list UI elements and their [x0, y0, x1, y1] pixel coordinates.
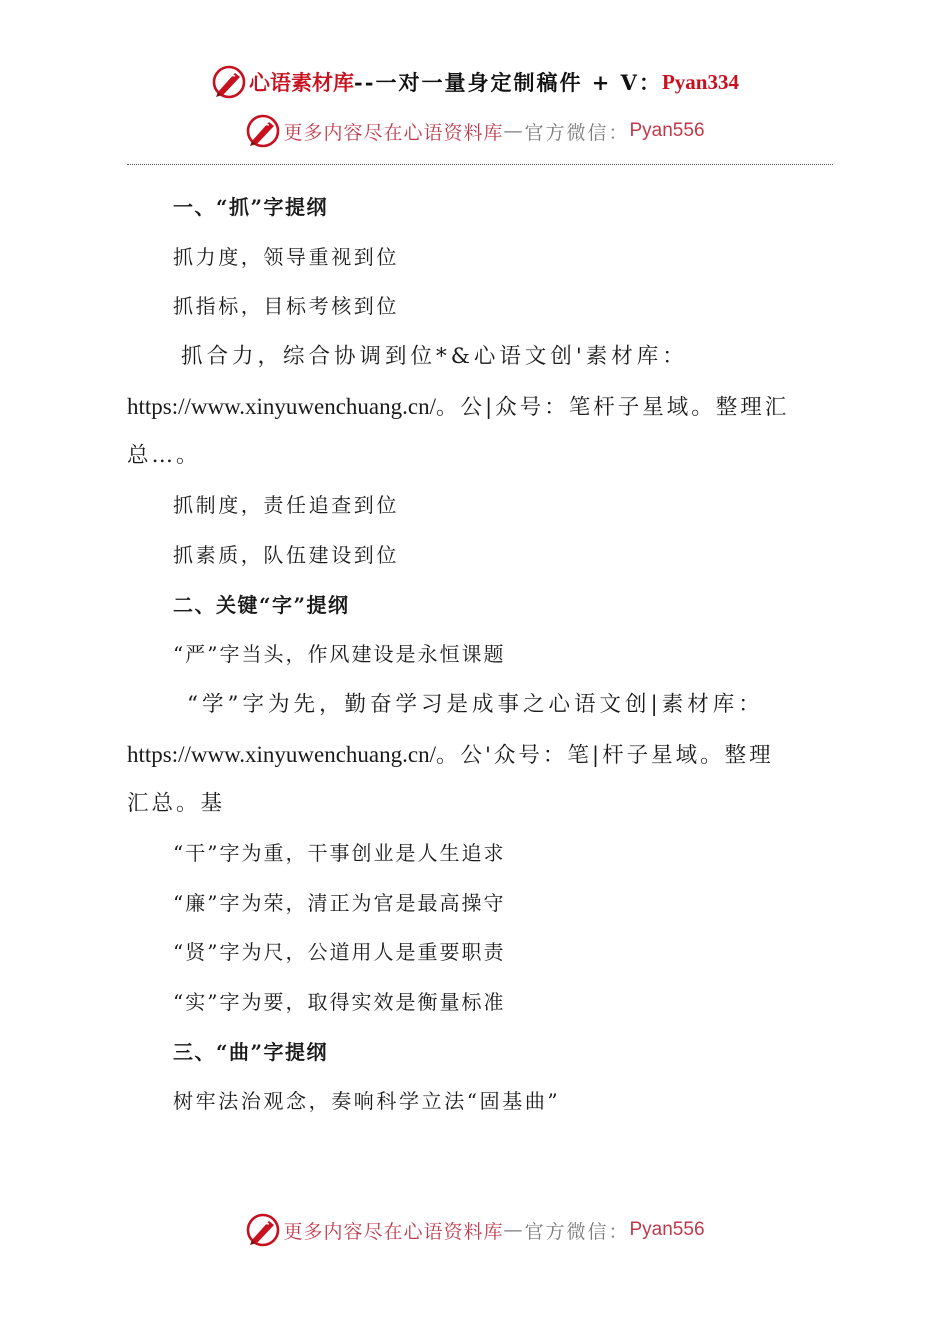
brand-name: 心语素材库: [249, 70, 355, 95]
subheader-dash: —: [503, 120, 525, 142]
section-3-title: 三、“曲”字提纲: [173, 1039, 329, 1064]
paragraph-continued: [127, 730, 833, 780]
paragraph: “贤”字为尺，公道用人是重要职责: [173, 940, 506, 965]
paragraph: “严”字当头，作风建设是永恒课题: [173, 642, 506, 667]
website-link: https://www.xinyuwenchuang.cn/: [127, 741, 436, 767]
paragraph: 抓力度，领导重视到位: [173, 244, 399, 269]
brand-separator: --: [354, 69, 376, 95]
pen-logo-icon: [211, 64, 247, 100]
footer-text: 更多内容尽在心语资料库: [283, 1220, 504, 1243]
website-link: https://www.xinyuwenchuang.cn/: [127, 393, 436, 419]
document-body: [127, 183, 833, 1127]
footer-dash: —: [503, 1219, 525, 1241]
paragraph-text: 。公|众号：笔杆子星域。整理汇: [435, 394, 790, 420]
section-2-title: 二、关键“字”提纲: [173, 592, 350, 617]
header-divider: [127, 164, 833, 165]
paragraph: 抓素质，队伍建设到位: [173, 542, 399, 567]
subheader-contact: Pyan556: [629, 120, 705, 141]
pen-logo-icon: [245, 113, 281, 149]
paragraph: “实”字为要，取得实效是衡量标准: [173, 990, 506, 1014]
paragraph: 抓指标，目标考核到位: [173, 294, 399, 319]
paragraph: 抓合力，综合协调到位*&心语文创'素材库：: [181, 344, 688, 370]
paragraph: “学”字为先，勤奋学习是成事之心语文创|素材库：: [187, 691, 764, 717]
paragraph: “廉”字为荣，清正为官是最高操守: [173, 890, 506, 915]
subheader-wechat-label: 官方微信：: [524, 121, 630, 144]
paragraph-continued: 汇总。基: [127, 791, 226, 817]
paragraph-continued: [127, 382, 833, 432]
section-1-title: 一、“抓”字提纲: [173, 195, 329, 219]
document-header: [0, 62, 950, 102]
document-subheader: [0, 112, 950, 150]
header-slogan: 一对一量身定制稿件 + V：: [375, 70, 662, 95]
header-contact: Pyan334: [661, 69, 739, 94]
document-footer: [0, 1210, 950, 1250]
paragraph-text: 。公'众号：笔|杆子星域。整理: [435, 742, 774, 768]
paragraph-continued: 总…。: [127, 443, 201, 469]
paragraph: “干”字为重，干事创业是人生追求: [173, 840, 506, 865]
footer-contact: Pyan556: [629, 1219, 705, 1240]
pen-logo-icon: [245, 1212, 281, 1248]
paragraph: 树牢法治观念，奏响科学立法“固基曲”: [173, 1089, 561, 1114]
paragraph: 抓制度，责任追查到位: [173, 493, 399, 518]
subheader-text: 更多内容尽在心语资料库: [283, 121, 504, 144]
footer-wechat-label: 官方微信：: [524, 1220, 630, 1243]
